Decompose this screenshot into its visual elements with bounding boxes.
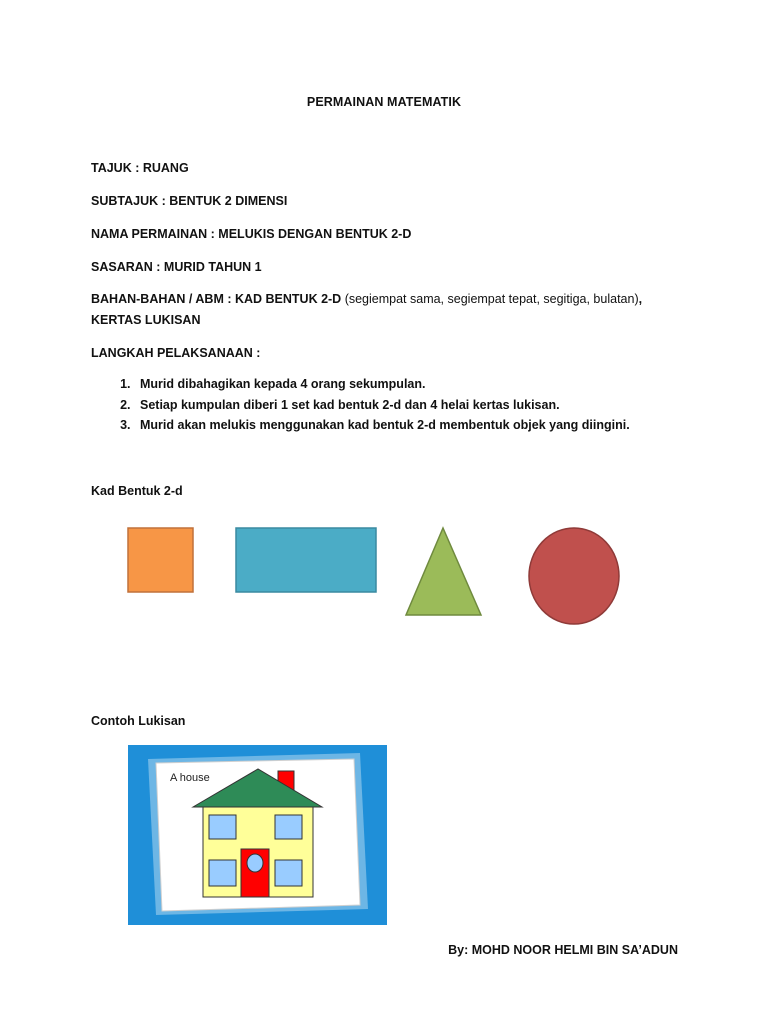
field-bahan-suffix: , KERTAS LUKISAN	[91, 292, 643, 327]
field-sasaran: SASARAN : MURID TAHUN 1	[91, 260, 262, 274]
shape-cards	[120, 520, 630, 630]
circle-shape	[529, 528, 619, 624]
field-subtajuk: SUBTAJUK : BENTUK 2 DIMENSI	[91, 194, 288, 208]
rectangle-shape	[236, 528, 376, 592]
window-shape	[209, 815, 236, 839]
drawing-caption: A house	[170, 772, 210, 784]
triangle-shape	[406, 528, 481, 615]
author-byline: By: MOHD NOOR HELMI BIN SA’ADUN	[448, 943, 678, 957]
square-shape	[128, 528, 193, 592]
field-tajuk: TAJUK : RUANG	[91, 161, 189, 175]
list-item: 3. Murid akan melukis menggunakan kad bentuk 2-d membentuk objek yang diingini.	[134, 415, 734, 436]
page-title: PERMAINAN MATEMATIK	[306, 95, 462, 109]
section-contoh-lukisan: Contoh Lukisan	[91, 714, 186, 728]
section-kad-bentuk: Kad Bentuk 2-d	[91, 484, 183, 498]
field-bahan	[91, 289, 691, 331]
langkah-heading: LANGKAH PELAKSANAAN :	[91, 346, 261, 360]
house-drawing	[128, 745, 387, 925]
field-bahan-detail: (segiempat sama, segiempat tepat, segitiga, bulatan)	[344, 292, 639, 306]
list-item: 2. Setiap kumpulan diberi 1 set kad bentuk 2-d dan 4 helai kertas lukisan.	[134, 395, 734, 416]
window-shape	[275, 860, 302, 886]
list-item: 1. Murid dibahagikan kepada 4 orang sekumpulan.	[134, 374, 734, 395]
field-nama-permainan: NAMA PERMAINAN : MELUKIS DENGAN BENTUK 2-D	[91, 227, 412, 241]
steps-list	[91, 374, 734, 436]
door-window-shape	[247, 854, 263, 872]
field-bahan-prefix: BAHAN-BAHAN / ABM : KAD BENTUK 2-D	[91, 292, 345, 306]
window-shape	[275, 815, 302, 839]
window-shape	[209, 860, 236, 886]
